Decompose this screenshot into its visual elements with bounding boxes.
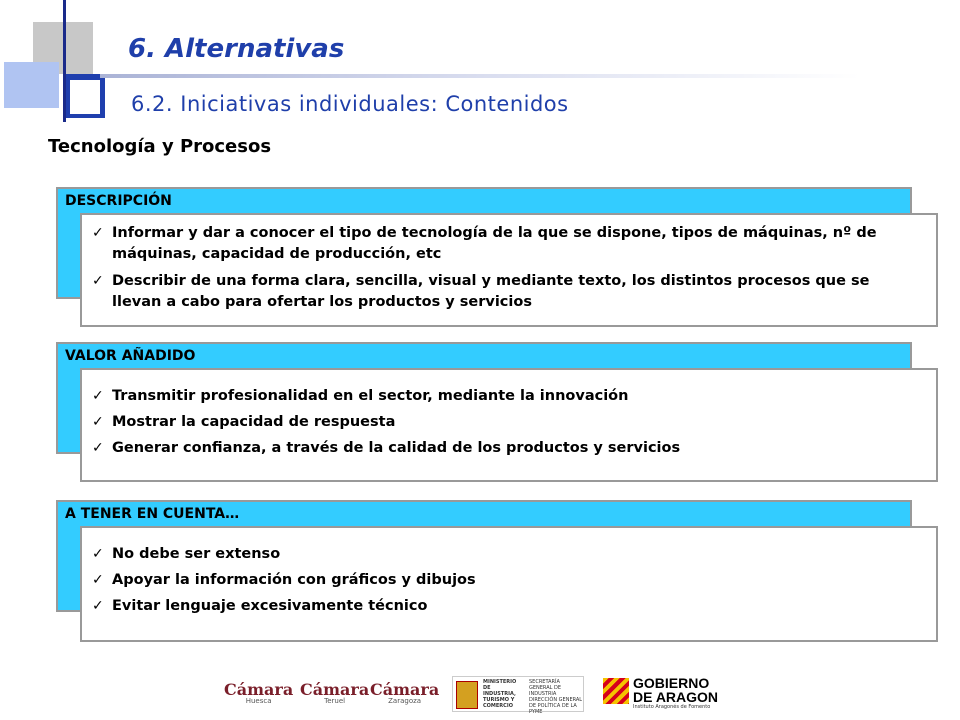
- section-title: Tecnología y Procesos: [48, 136, 272, 157]
- camara-logo-city: Zaragoza: [388, 697, 422, 705]
- check-icon: ✓: [92, 546, 104, 562]
- panel-content-box: [80, 368, 938, 482]
- check-icon: ✓: [92, 572, 104, 588]
- gobierno-subtitle: Instituto Aragonés de Fomento: [633, 704, 711, 710]
- camara-logo-city: Huesca: [245, 697, 272, 705]
- camara-logo-name: Cámara: [370, 680, 440, 699]
- decor-vertical-line: [63, 0, 66, 122]
- gobierno-line1: GOBIERNO: [633, 675, 710, 691]
- list-item: [90, 438, 922, 459]
- list-item: [90, 271, 922, 313]
- decor-square-white: [70, 80, 100, 114]
- list-item-text: Transmitir profesionalidad en el sector, mediante la innovación: [112, 388, 629, 404]
- gobierno-logo-text: [633, 676, 718, 704]
- list-item: [90, 386, 922, 407]
- footer-logos: [0, 672, 960, 716]
- panel-content-box: [80, 213, 938, 327]
- page-title: 6. Alternativas: [128, 34, 345, 64]
- panel-label: DESCRIPCIÓN: [65, 193, 172, 209]
- list-item: [90, 412, 922, 433]
- list-item-text: No debe ser extenso: [112, 546, 281, 562]
- panel-label: A TENER EN CUENTA…: [65, 506, 240, 522]
- gobierno-aragon-logo: [603, 676, 723, 714]
- camara-logo-name: Cámara: [224, 680, 294, 699]
- list-item-text: Apoyar la información con gráficos y dibujos: [112, 572, 476, 588]
- list-item: [90, 596, 922, 617]
- gobierno-line2: DE ARAGON: [633, 689, 719, 705]
- page-subtitle: 6.2. Iniciativas individuales: Contenidos: [131, 92, 569, 116]
- list-item-text: Generar confianza, a través de la calidad de los productos y servicios: [112, 440, 681, 456]
- list-item: [90, 570, 922, 591]
- camara-logo-name: Cámara: [300, 680, 370, 699]
- list-item-text: Evitar lenguaje excesivamente técnico: [112, 598, 428, 614]
- check-icon: ✓: [92, 598, 104, 614]
- ministerio-name: MINISTERIO DE INDUSTRIA, TURISMO Y COMERCIO: [483, 679, 517, 709]
- check-icon: ✓: [92, 225, 104, 241]
- list-item-text: Describir de una forma clara, sencilla, visual y mediante texto, los distintos procesos que se llevan a cabo para ofertar los productos y servicios: [112, 273, 870, 310]
- list-item: [90, 544, 922, 565]
- panel-label: VALOR AÑADIDO: [65, 348, 196, 364]
- ministerio-department: SECRETARÍA GENERAL DE INDUSTRIA DIRECCIÓN GENERAL DE POLÍTICA DE LA PYME: [529, 679, 583, 715]
- decor-horizontal-rule: [100, 74, 860, 78]
- aragon-flag-icon: [603, 678, 629, 704]
- check-icon: ✓: [92, 273, 104, 289]
- check-icon: ✓: [92, 414, 104, 430]
- list-item-text: Informar y dar a conocer el tipo de tecnología de la que se dispone, tipos de máquinas, nº de máquinas, capacidad de producción, etc: [112, 225, 877, 262]
- coat-of-arms-icon: [456, 681, 478, 709]
- camara-logo-city: Teruel: [324, 697, 346, 705]
- check-icon: ✓: [92, 440, 104, 456]
- ministerio-logo: [452, 676, 584, 715]
- list-item-text: Mostrar la capacidad de respuesta: [112, 414, 396, 430]
- camara-huesca-logo: [224, 680, 293, 705]
- camara-teruel-logo: [300, 680, 369, 705]
- decor-square-light-blue: [4, 62, 59, 108]
- camara-zaragoza-logo: [370, 680, 439, 705]
- panel-content-box: [80, 526, 938, 642]
- check-icon: ✓: [92, 388, 104, 404]
- list-item: [90, 223, 922, 265]
